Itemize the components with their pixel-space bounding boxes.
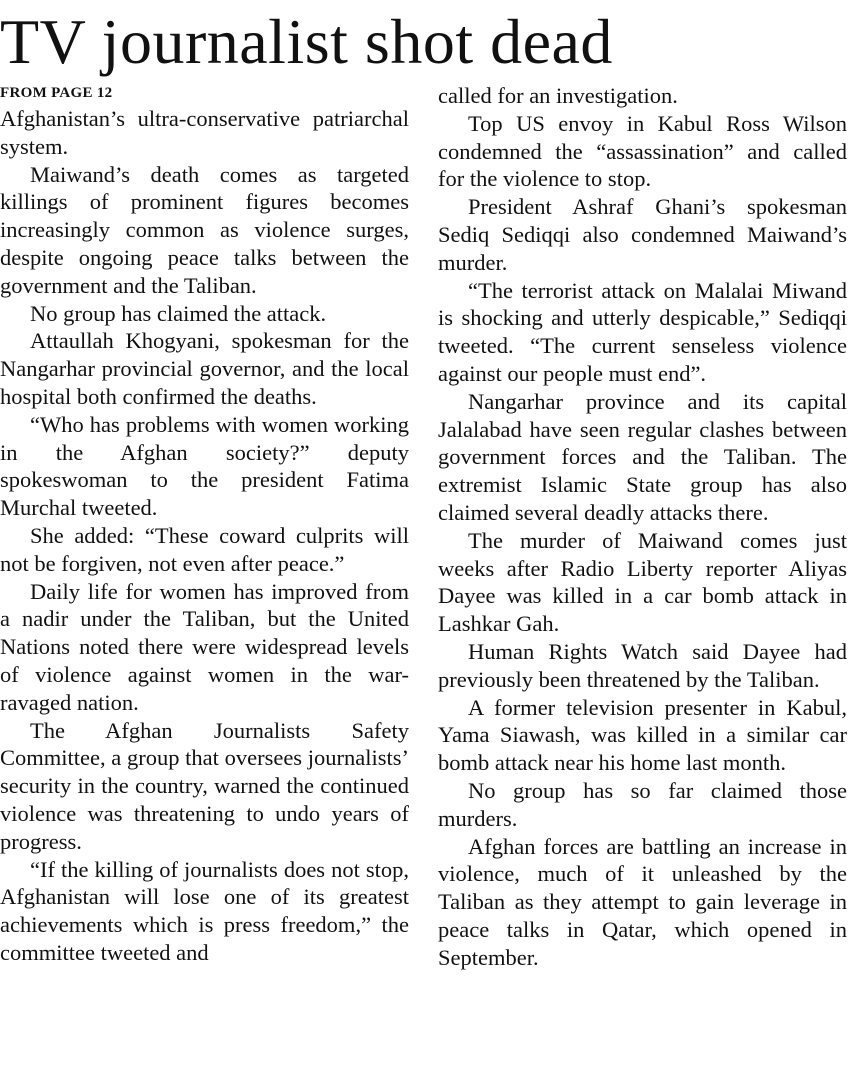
paragraph: Maiwand’s death comes as targeted killings of prominent figures becomes increasingly common as violence surges, despite ongoing peace talks between the government and the Taliban. [0, 161, 409, 298]
paragraph: “If the killing of journalists does not stop, Afghanistan will lose one of its greatest achievements which is press freedom,” the committee tweeted and [0, 856, 409, 965]
paragraph: “Who has problems with women working in the Afghan society?” deputy spokeswoman to the president Fatima Murchal tweeted. [0, 411, 409, 521]
paragraph: The Afghan Journalists Safety Committee, a group that oversees journalists’ security in the country, warned the continued violence was threatening to undo years of progress. [0, 717, 409, 854]
paragraph: Nangarhar province and its capital Jalalabad have seen regular clashes between government forces and the Taliban. The extremist Islamic State group has also claimed several deadly attacks there. [438, 388, 847, 525]
article-column-right [438, 82, 847, 972]
paragraph: She added: “These coward culprits will not be forgiven, not even after peace.” [0, 522, 409, 576]
paragraph: Afghanistan’s ultra-conservative patriarchal system. [0, 106, 409, 159]
article-column-left [0, 82, 409, 967]
paragraph: A former television presenter in Kabul, Yama Siawash, was killed in a similar car bomb attack near his home last month. [438, 694, 847, 776]
paragraph: Afghan forces are battling an increase in violence, much of it unleashed by the Taliban as they attempt to gain leverage in peace talks in Qatar, which opened in September. [438, 833, 847, 970]
paragraph: Top US envoy in Kabul Ross Wilson condemned the “assassination” and called for the violence to stop. [438, 110, 847, 192]
paragraph: President Ashraf Ghani’s spokesman Sediq Sediqqi also condemned Maiwand’s murder. [438, 194, 847, 275]
paragraph: The murder of Maiwand comes just weeks after Radio Liberty reporter Aliyas Dayee was killed in a car bomb attack in Lashkar Gah. [438, 527, 847, 637]
paragraph: Attaullah Khogyani, spokesman for the Nangarhar provincial governor, and the local hospital both confirmed the deaths. [0, 328, 409, 409]
paragraph: Human Rights Watch said Dayee had previously been threatened by the Taliban. [438, 638, 847, 692]
jump-line: FROM PAGE 12 [0, 85, 113, 101]
paragraph: “The terrorist attack on Malalai Miwand is shocking and utterly despicable,” Sediqqi tweeted. “The current senseless violence against our people must end”. [438, 277, 847, 386]
headline: TV journalist shot dead [0, 6, 613, 77]
paragraph: called for an investigation. [438, 83, 678, 108]
paragraph: No group has claimed the attack. [30, 300, 327, 326]
paragraph: No group has so far claimed those murders. [438, 777, 847, 831]
paragraph: Daily life for women has improved from a nadir under the Taliban, but the United Nations noted there were widespread levels of violence against women in the war-ravaged nation. [0, 578, 409, 715]
